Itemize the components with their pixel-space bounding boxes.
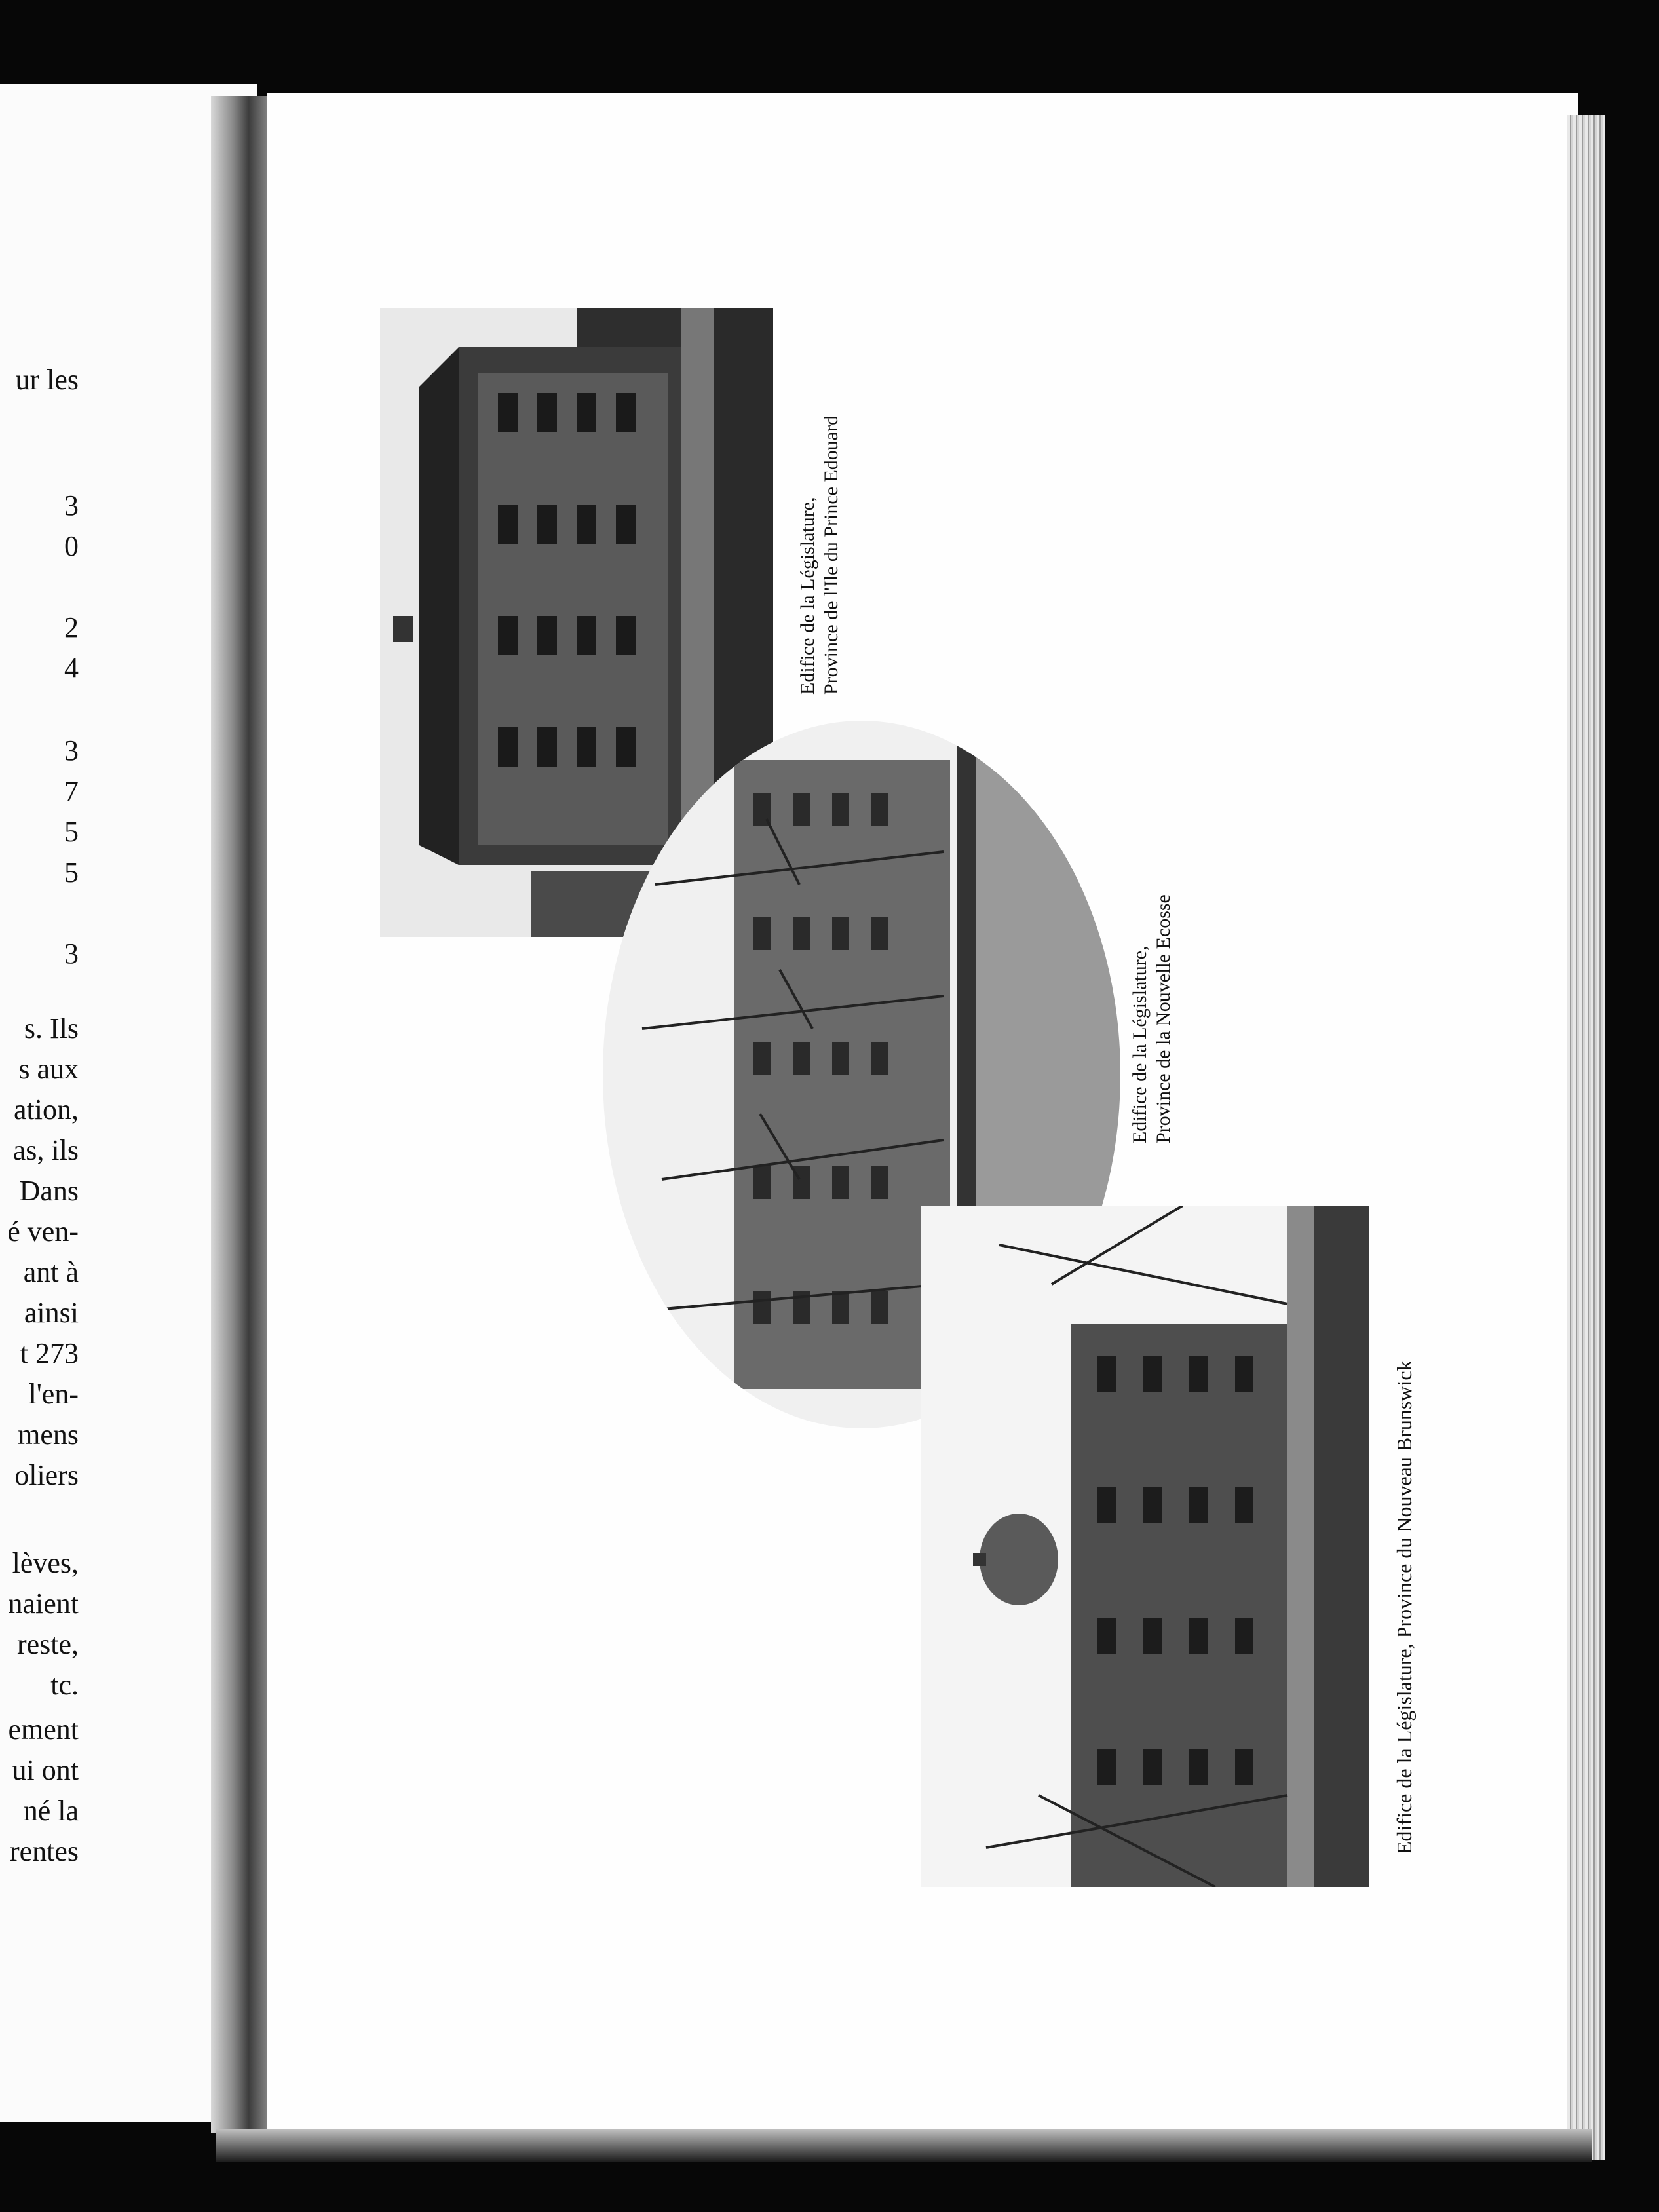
page-bottom-shadow — [216, 2129, 1592, 2162]
verso-line: 0 — [64, 530, 79, 562]
verso-line: rentes — [9, 1835, 79, 1867]
verso-line: s aux — [18, 1053, 79, 1085]
verso-line: l'en- — [28, 1378, 79, 1410]
caption-pei-line1: Edifice de la Législature, — [797, 497, 818, 695]
verso-line: 5 — [64, 816, 79, 848]
verso-line: né la — [23, 1795, 79, 1827]
verso-line: as, ils — [12, 1134, 79, 1166]
verso-line: ainsi — [24, 1297, 79, 1329]
caption-nb — [1392, 1360, 1416, 1854]
verso-line: Dans — [19, 1175, 79, 1207]
verso-line: reste, — [16, 1628, 79, 1660]
verso-line: lèves, — [12, 1547, 79, 1579]
verso-line: 3 — [64, 489, 79, 522]
page-edge — [1567, 115, 1605, 2160]
verso-line: s. Ils — [24, 1012, 79, 1044]
verso-line: 3 — [64, 938, 79, 970]
caption-pei — [796, 415, 843, 695]
caption-pei-line2: Province de l'Ile du Prince Edouard — [820, 415, 842, 695]
verso-line: ation, — [14, 1094, 79, 1126]
verso-line: naient — [8, 1588, 79, 1620]
verso-line: 4 — [64, 652, 79, 684]
verso-line: ant à — [23, 1256, 79, 1288]
caption-ns — [1128, 894, 1175, 1143]
caption-ns-line1: Edifice de la Législature, — [1129, 945, 1151, 1143]
verso-line: 5 — [64, 856, 79, 888]
verso-line: tc. — [50, 1669, 79, 1701]
verso-line: mens — [18, 1419, 79, 1451]
verso-line: ement — [8, 1713, 79, 1745]
verso-line: 3 — [64, 734, 79, 767]
verso-line: t 273 — [20, 1337, 79, 1369]
verso-line: ur les — [15, 364, 79, 396]
book-gutter — [211, 96, 274, 2133]
verso-line: oliers — [14, 1459, 79, 1491]
photo-nb-legislature — [921, 1206, 1369, 1887]
verso-line: é ven- — [7, 1215, 79, 1248]
verso-line: 7 — [64, 775, 79, 807]
verso-line: ui ont — [12, 1754, 79, 1786]
caption-nb-text: Edifice de la Législature, Province du Nouveau Brunswick — [1392, 1360, 1416, 1854]
caption-ns-line2: Province de la Nouvelle Ecosse — [1153, 894, 1174, 1143]
verso-line: 2 — [64, 611, 79, 643]
